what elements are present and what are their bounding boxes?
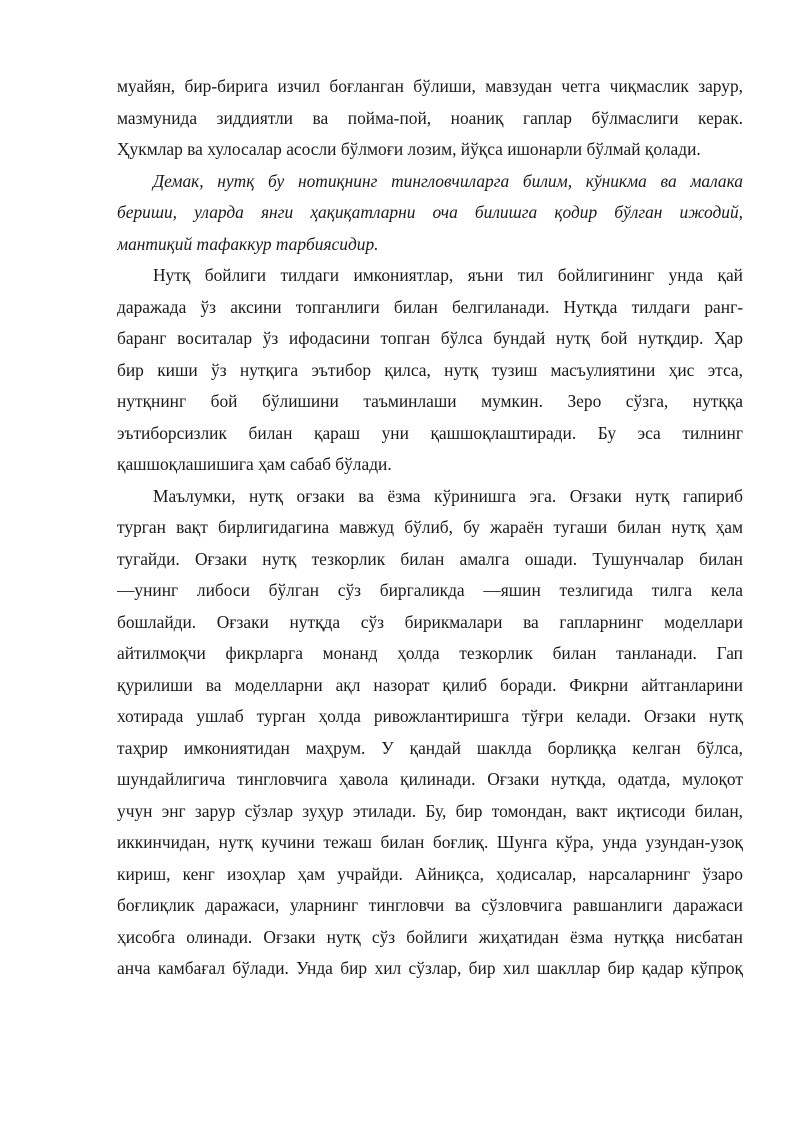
text-line: Нутқ бойлиги тилдаги имкониятлар, яъни тил бойлигининг унда қай [153,265,743,285]
text-line: хотирада ушлаб турган ҳолда ривожлантиришга тўғри келади. Оғзаки нутқ [117,706,743,726]
text-line: Ҳукмлар ва хулосалар асосли бўлмоғи лозим, йўқса ишонарли бўлмай қолади. [117,139,701,159]
text-line: боғлиқлик даражаси, уларнинг тингловчи ва сўзловчига равшанлиги даражаси [117,895,743,915]
text-line: тугайди. Оғзаки нутқ тезкорлик билан амалга ошади. Тушунчалар билан [117,548,743,569]
text-line: —унинг либоси бўлган сўз биргаликда —яшин тезлигида тилга кела [117,580,743,600]
text-line: кириш, кенг изоҳлар ҳам учрайди. Айниқса, ҳодисалар, нарсаларнинг ўзаро [117,863,743,884]
text-line: Маълумки, нутқ оғзаки ва ёзма кўринишга эга. Оғзаки нутқ гапириб [153,485,743,506]
text-line: нутқнинг бой бўлишини таъминлаши мумкин. Зеро сўзга, нутққа [117,391,743,411]
text-line: учун энг зарур сўзлар зуҳур этилади. Бу, бир томондан, вакт иқтисоди билан, [117,800,743,821]
text-line: шундайлигича тингловчига ҳавола қилинади. Оғзаки нутқда, одатда, мулоқот [117,769,743,789]
paragraph [117,260,743,481]
text-line: даражада ўз аксини топганлиги билан белгиланади. Нутқда тилдаги ранг- [117,296,743,317]
text-line: қашшоқлашишига ҳам сабаб бўлади. [117,454,392,474]
text-line: мазмунида зиддиятли ва пойма-пой, ноаниқ гаплар бўлмаслиги керак. [117,107,743,128]
text-line: турган вақт бирлигидагина мавжуд бўлиб, бу жараён тугаши билан нутқ ҳам [117,517,743,537]
text-line: айтилмоқчи фикрларга монанд ҳолда тезкорлик билан танланади. Гап [117,643,743,663]
text-line: иккинчидан, нутқ кучини тежаш билан боғлиқ. Шунга кўра, унда узундан-узоқ [117,832,743,852]
body-text [117,71,743,985]
text-line: анча камбағал бўлади. Унда бир хил сўзлар, бир хил шакллар бир қадар кўпроқ [117,958,743,978]
text-line: мантиқий тафаккур тарбиясидир. [117,233,379,254]
paragraph [117,166,743,261]
text-line: эътиборсизлик билан қараш уни қашшоқлаштиради. Бу эса тилнинг [117,422,743,443]
text-line: муайян, бир-бирига изчил боғланган бўлиши, мавзудан четга чиқмаслик зарур, [117,76,743,96]
text-line: ҳисобга олинади. Оғзаки нутқ сўз бойлиги жиҳатидан ёзма нутққа нисбатан [117,926,743,947]
paragraph [117,481,743,985]
text-line: баранг воситалар ўз ифодасини топган бўлса бундай нутқ бой нутқдир. Ҳар [117,328,743,348]
text-line: таҳрир имкониятидан маҳрум. У қандай шаклда борлиққа келган бўлса, [117,737,743,758]
text-line: Демак, нутқ бу нотиқнинг тингловчиларга билим, кўникма ва малака [153,170,743,191]
text-line: бериши, уларда янги ҳақиқатларни оча билишга қодир бўлган ижодий, [117,202,743,222]
text-line: қурилиши ва моделларни ақл назорат қилиб боради. Фикрни айтганларини [117,674,743,695]
paragraph [117,71,743,166]
text-line: бир киши ўз нутқига эътибор қилса, нутқ тузиш масъулиятини ҳис этса, [117,359,743,380]
text-line: бошлайди. Оғзаки нутқда сўз бирикмалари ва гапларнинг моделлари [117,611,743,632]
